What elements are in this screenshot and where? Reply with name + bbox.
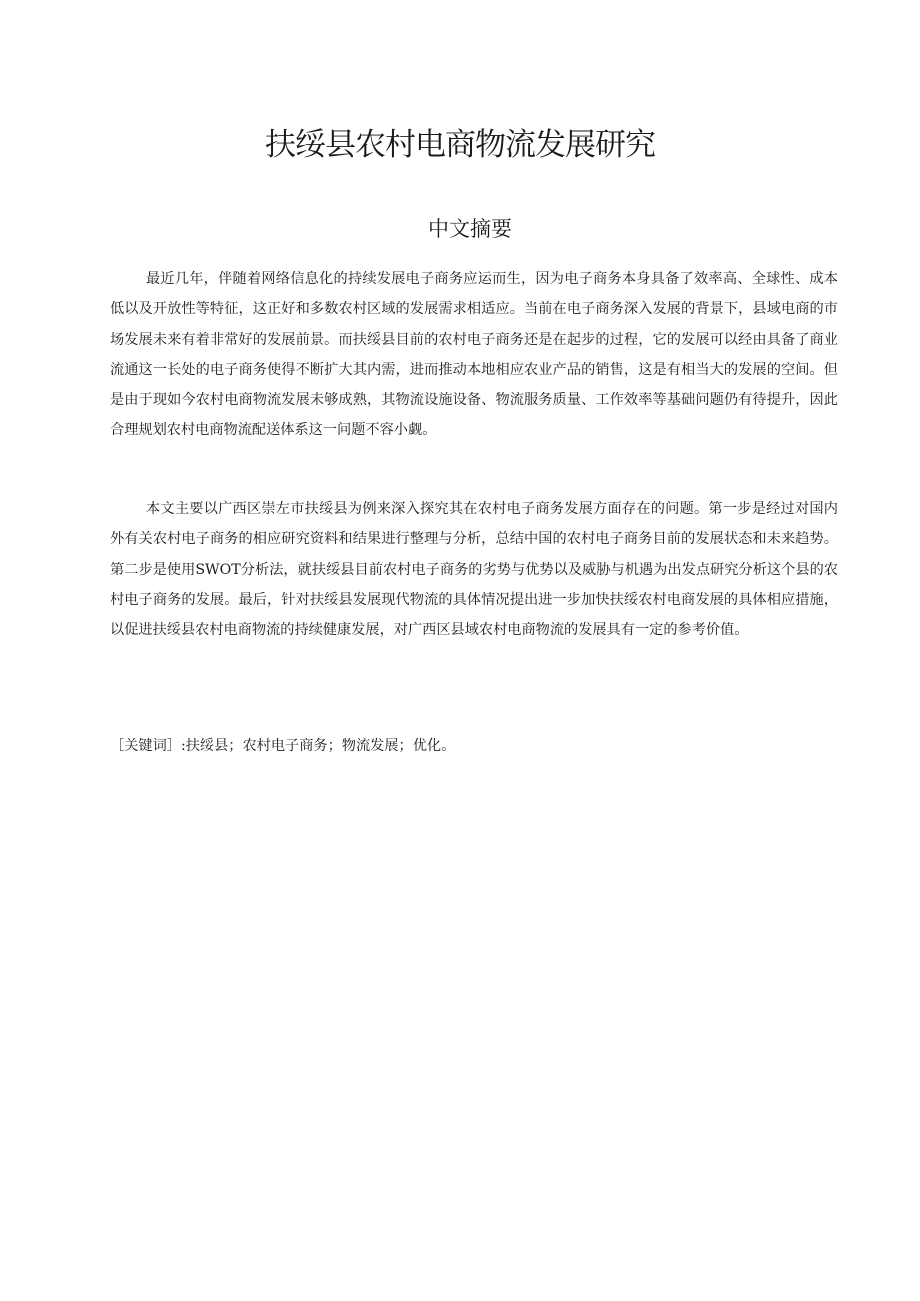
document-title: 扶绥县农村电商物流发展研究 <box>265 127 655 163</box>
keywords-line: ［关键词］:扶绥县；农村电子商务；物流发展；优化。 <box>110 738 456 754</box>
abstract-heading: 中文摘要 <box>428 217 512 241</box>
abstract-paragraph-1: 最近几年，伴随着网络信息化的持续发展电子商务应运而生，因为电子商务本身具备了效率高、全球性、成本低以及开放性等特征，这正好和多数农村区域的发展需求相适应。当前在电子商务深入发展的背景下，县域电商的市场发展未来有着非常好的发展前景。而扶绥县目前的农村电子商务还是在起步的过程，它的发展可以经由具备了商业流通这一长处的电子商务使得不断扩大其内需，进而推动本地相应农业产品的销售，这是有相当大的发展的空间。但是由于现如今农村电商物流发展未够成熟，其物流设施设备、物流服务质量、工作效率等基础问题仍有待提升，因此合理规划农村电商物流配送体系这一问题不容小觑。 <box>110 271 838 439</box>
abstract-paragraph-2: 本文主要以广西区崇左市扶绥县为例来深入探究其在农村电子商务发展方面存在的问题。第一步是经过对国内外有关农村电子商务的相应研究资料和结果进行整理与分析，总结中国的农村电子商务目前的发展状态和未来趋势。第二步是使用SWOT分析法，就扶绥县目前农村电子商务的劣势与优势以及威胁与机遇为出发点研究分析这个县的农村电子商务的发展。最后，针对扶绥县发展现代物流的具体情况提出进一步加快扶绥农村电商发展的具体相应措施，以促进扶绥县农村电商物流的持续健康发展，对广西区县域农村电商物流的发展具有一定的参考价值。 <box>110 501 838 639</box>
